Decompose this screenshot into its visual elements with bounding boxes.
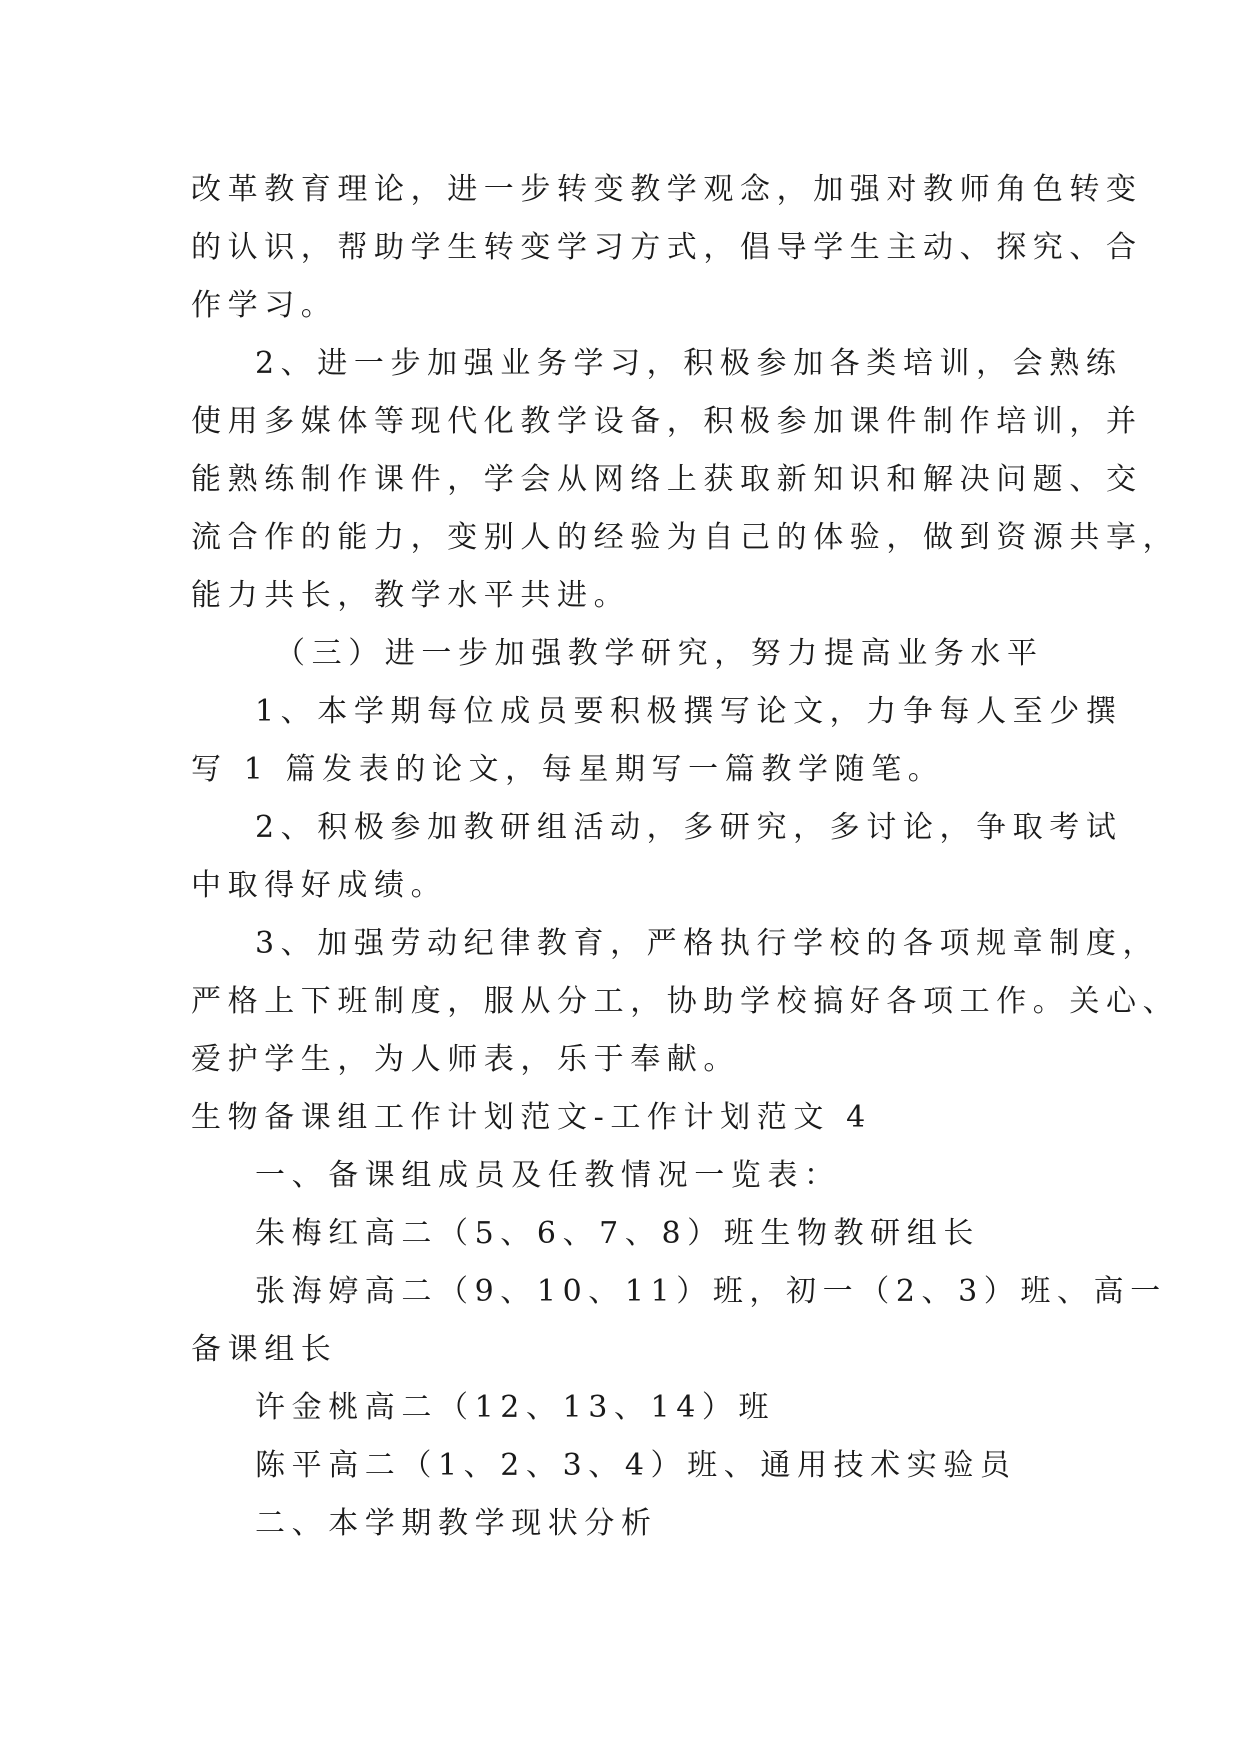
text-line: 备课组长 xyxy=(191,1332,338,1367)
paragraph-start: 3、加强劳动纪律教育，严格执行学校的各项规章制度， xyxy=(255,926,1160,961)
member-entry: 张海婷高二（9、10、11）班，初一（2、3）班、高一 xyxy=(255,1274,1167,1309)
document-body xyxy=(191,161,1180,1553)
document-title: 生物备课组工作计划范文-工作计划范文 4 xyxy=(191,1100,872,1135)
text-line: 爱护学生，为人师表，乐于奉献。 xyxy=(191,1042,740,1077)
text-line: 的认识，帮助学生转变学习方式，倡导学生主动、探究、合 xyxy=(191,230,1143,265)
text-line: 能力共长，教学水平共进。 xyxy=(191,578,631,613)
text-line: 流合作的能力，变别人的经验为自己的体验，做到资源共享， xyxy=(191,520,1180,555)
text-line: 能熟练制作课件，学会从网络上获取新知识和解决问题、交 xyxy=(191,462,1143,497)
paragraph-start: 2、积极参加教研组活动，多研究，多讨论，争取考试 xyxy=(255,810,1123,845)
paragraph-start: 2、进一步加强业务学习，积极参加各类培训，会熟练 xyxy=(255,346,1123,381)
text-line: 严格上下班制度，服从分工，协助学校搞好各项工作。关心、 xyxy=(191,984,1180,1019)
text-line: 作学习。 xyxy=(191,288,338,323)
text-line: 使用多媒体等现代化教学设备，积极参加课件制作培训，并 xyxy=(191,404,1143,439)
paragraph-start: 1、本学期每位成员要积极撰写论文，力争每人至少撰 xyxy=(255,694,1123,729)
member-entry: 朱梅红高二（5、6、7、8）班生物教研组长 xyxy=(255,1216,980,1251)
text-line: 改革教育理论，进一步转变教学观念，加强对教师角色转变 xyxy=(191,172,1143,207)
member-entry: 许金桃高二（12、13、14）班 xyxy=(255,1390,776,1425)
section-heading: （三）进一步加强教学研究，努力提高业务水平 xyxy=(275,636,1044,671)
section-heading: 二、本学期教学现状分析 xyxy=(255,1506,658,1541)
section-heading: 一、备课组成员及任教情况一览表： xyxy=(255,1158,841,1193)
member-entry: 陈平高二（1、2、3、4）班、通用技术实验员 xyxy=(255,1448,1017,1483)
text-line: 中取得好成绩。 xyxy=(191,868,448,903)
text-line: 写 1 篇发表的论文，每星期写一篇教学随笔。 xyxy=(191,752,945,787)
